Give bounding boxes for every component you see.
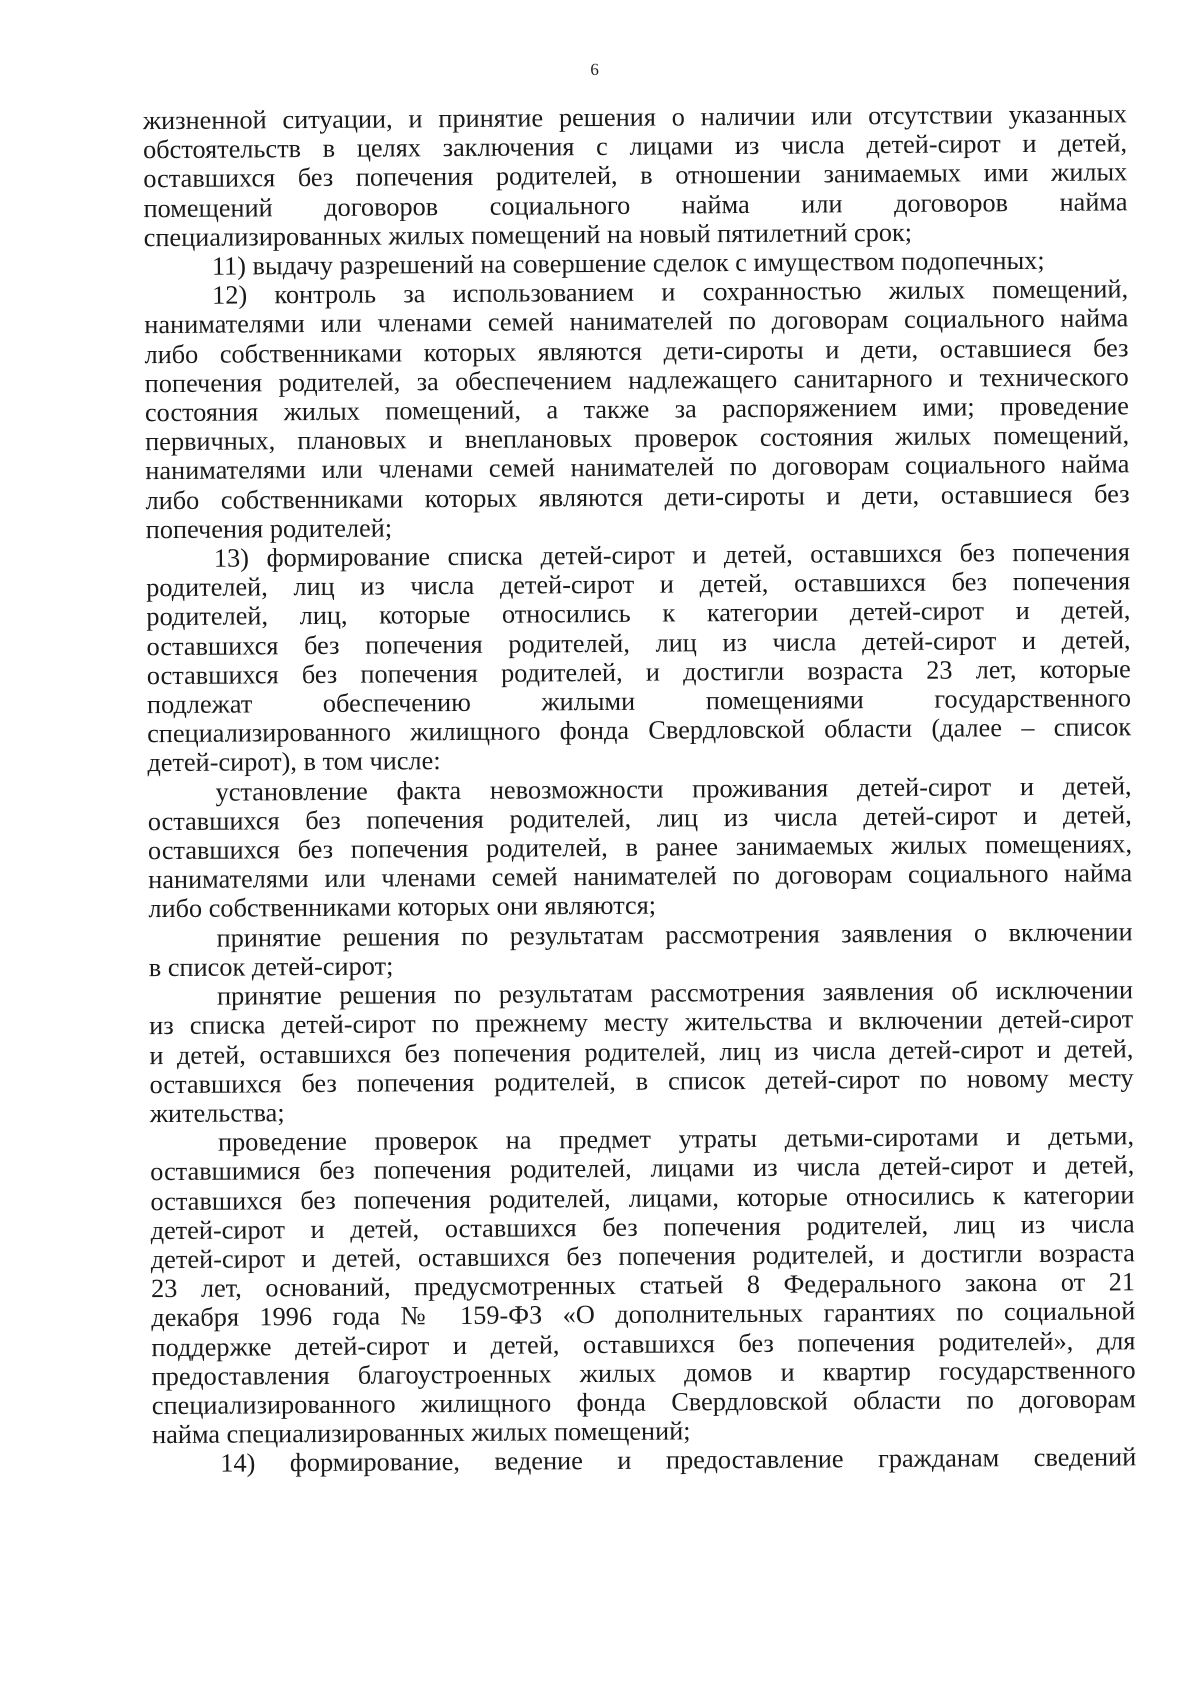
text-line: оставшихся без попечения родителей, лиц из числа детей-сирот и детей,: [146, 624, 1131, 661]
text-line: либо собственниками которых являются дети-сироты и дети, оставшиеся без: [145, 478, 1130, 515]
paragraph: [150, 1121, 1136, 1449]
text-line: жительства;: [149, 1098, 285, 1129]
text-line: первичных, плановых и внеплановых проверок состояния жилых помещений,: [145, 420, 1130, 457]
text-line: оставшихся без попечения родителей, и достигли возраста 23 лет, которые: [146, 654, 1131, 691]
text-line: поддержке детей-сирот и детей, оставшихся без попечения родителей», для: [151, 1325, 1136, 1362]
text-line: родителей, лиц из числа детей-сирот и детей, оставшихся без попечения: [146, 566, 1131, 603]
text-line: родителей, лиц, которые относились к категории детей-сирот и детей,: [146, 595, 1131, 632]
text-line: либо собственниками которых они являются;: [148, 891, 657, 924]
text-line: нанимателями или членами семей нанимателей по договорам социального найма: [144, 303, 1129, 340]
text-line: проведение проверок на предмет утраты детьми-сиротами и детьми,: [217, 1121, 1135, 1157]
text-line: принятие решения по результатам рассмотрения заявления о включении: [216, 916, 1133, 953]
text-line: и детей, оставшихся без попечения родителей, лиц из числа детей-сирот и детей,: [149, 1033, 1134, 1070]
text-line: специализированных жилых помещений на новый пятилетний срок;: [143, 217, 913, 252]
text-line: декабря 1996 года № 159-ФЗ «О дополнительных гарантиях по социальной: [151, 1296, 1136, 1333]
text-line: жизненной ситуации, и принятие решения о наличии или отсутствии указанных: [142, 99, 1127, 136]
paragraph: [152, 1443, 1136, 1479]
text-line: оставшихся без попечения родителей, лиц из числа детей-сирот и детей,: [147, 800, 1132, 837]
text-line: принятие решения по результатам рассмотрения заявления об исключении: [216, 975, 1134, 1011]
paragraph: [146, 537, 1132, 777]
paragraph: [149, 917, 1133, 982]
text-line: предоставления благоустроенных жилых домов и квартир государственного: [151, 1355, 1136, 1391]
paragraph: [143, 99, 1128, 252]
paragraph: [149, 975, 1134, 1128]
text-line: подлежат обеспечению жилыми помещениями государственного: [146, 683, 1132, 720]
text-line: из списка детей-сирот по прежнему месту жительства и включении детей-сирот: [149, 1004, 1134, 1041]
document-body: [143, 99, 1137, 1478]
text-line: найма специализированных жилых помещений;: [151, 1416, 691, 1450]
text-line: попечения родителей;: [145, 513, 393, 545]
text-line: 14) формирование, ведение и предоставление гражданам сведений: [220, 1442, 1137, 1479]
text-line: оставшихся без попечения родителей, в список детей-сирот по новому месту: [149, 1062, 1134, 1099]
text-line: 23 лет, оснований, предусмотренных статьей 8 Федерального закона от 21: [150, 1267, 1136, 1304]
text-line: оставшимися без попечения родителей, лицами из числа детей-сирот и детей,: [150, 1150, 1135, 1187]
text-line: обстоятельств в целях заключения с лицами из числа детей-сирот и детей,: [142, 128, 1128, 165]
text-line: специализированного жилищного фонда Свердловской области по договорам: [151, 1384, 1136, 1421]
paragraph: [147, 771, 1132, 924]
page-number: 6: [590, 59, 599, 80]
text-line: оставшихся без попечения родителей, в отношении занимаемых ими жилых: [143, 157, 1128, 194]
text-line: 11) выдачу разрешений на совершение сделок с имуществом подопечных;: [211, 245, 1045, 281]
text-line: 12) контроль за использованием и сохранностью жилых помещений,: [212, 274, 1129, 310]
text-line: оставшихся без попечения родителей, лицами, которые относились к категории: [150, 1179, 1135, 1216]
text-line: либо собственниками которых являются дети-сироты и дети, оставшиеся без: [144, 332, 1129, 369]
text-line: помещений договоров социального найма или договоров найма: [143, 186, 1128, 223]
text-line: детей-сирот и детей, оставшихся без попечения родителей, и достигли возраста: [150, 1238, 1135, 1275]
text-line: установление факта невозможности проживания детей-сирот и детей,: [215, 770, 1132, 807]
text-line: попечения родителей, за обеспечением надлежащего санитарного и технического: [144, 362, 1129, 398]
text-line: детей-сирот и детей, оставшихся без попечения родителей, лиц из числа: [150, 1208, 1135, 1245]
text-line: специализированного жилищного фонда Свердловской области (далее – список: [147, 712, 1132, 749]
text-line: 13) формирование списка детей-сирот и детей, оставшихся без попечения: [213, 537, 1131, 573]
text-line: нанимателями или членами семей нанимателей по договорам социального найма: [148, 858, 1133, 895]
text-line: нанимателями или членами семей нанимателей по договорам социального найма: [145, 449, 1130, 486]
text-line: в список детей-сирот;: [148, 951, 394, 983]
paragraph: [144, 275, 1130, 545]
text-line: оставшихся без попечения родителей, в ранее занимаемых жилых помещениях,: [147, 829, 1133, 866]
text-line: детей-сирот), в том числе:: [147, 746, 441, 778]
text-line: состояния жилых помещений, а также за распоряжением ими; проведение: [144, 391, 1130, 428]
